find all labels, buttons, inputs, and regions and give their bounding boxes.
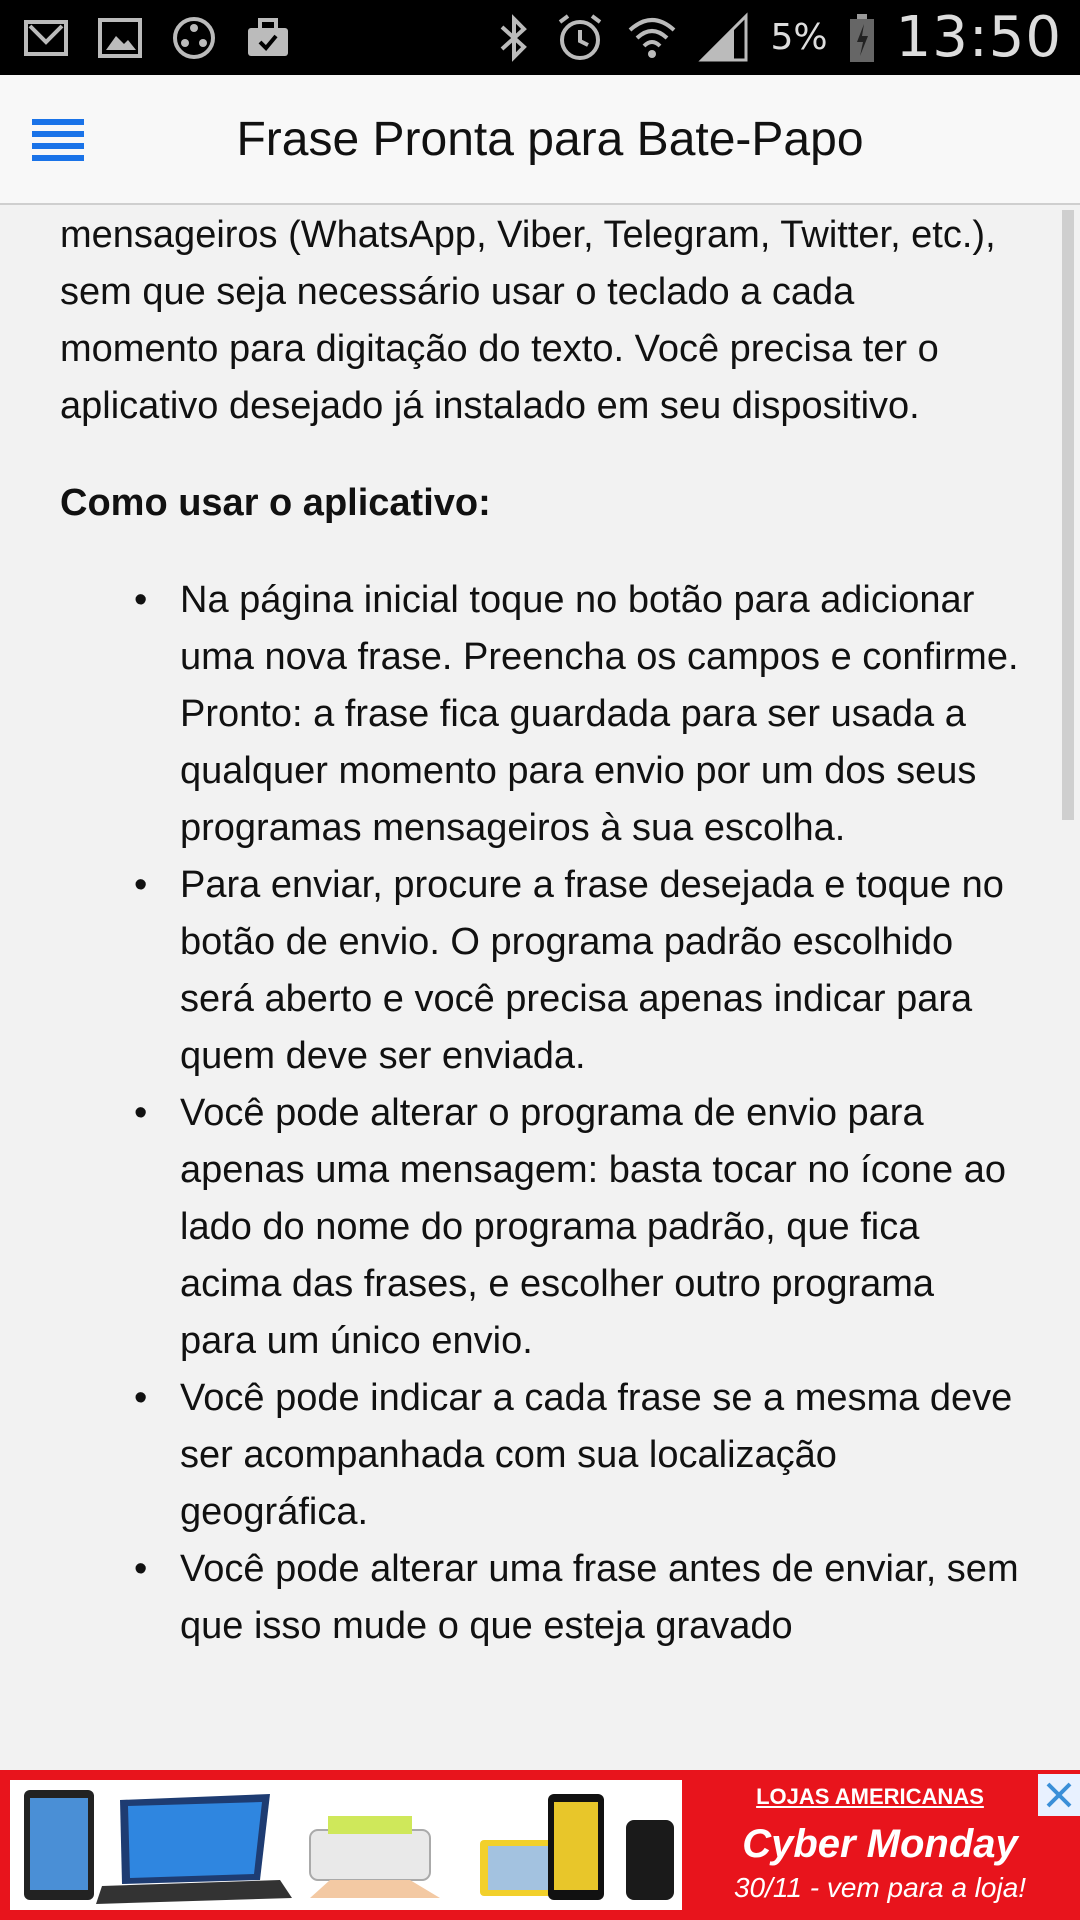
bluetooth-icon xyxy=(494,13,534,63)
instructions-list xyxy=(60,572,1020,1655)
list-item: • Para enviar, procure a frase desejada e toque no botão de envio. O programa padrão escolhido será aberto e você precisa apenas indicar para quem deve ser enviada. xyxy=(180,857,1020,1085)
help-content[interactable] xyxy=(0,207,1080,1770)
ad-products-illustration xyxy=(10,1780,682,1910)
wifi-icon xyxy=(626,12,678,64)
ad-product-image xyxy=(10,1780,682,1910)
gallery-icon xyxy=(96,14,144,62)
page-title: Frase Pronta para Bate-Papo xyxy=(236,113,864,166)
list-item: • Você pode alterar uma frase antes de enviar, sem que isso mude o que esteja gravado xyxy=(180,1541,1020,1655)
list-item: • Você pode alterar o programa de envio para apenas uma mensagem: basta tocar no ícone ao lado do nome do programa padrão, que fica acima das frases, e escolher outro programa para um único envio. xyxy=(180,1085,1020,1370)
help-text xyxy=(60,207,1020,1655)
ad-headline: Cyber Monday xyxy=(742,1822,1018,1866)
ad-banner[interactable] xyxy=(0,1770,1080,1920)
scrollbar[interactable] xyxy=(1062,210,1074,820)
battery-icon xyxy=(848,12,876,64)
list-item: • Na página inicial toque no botão para adicionar uma nova frase. Preencha os campos e confirme. Pronto: a frase fica guardada para ser usada a qualquer momento para envio por um dos seus programas mensageiros à sua escolha. xyxy=(180,572,1020,857)
gmail-icon xyxy=(22,14,70,62)
signal-icon xyxy=(698,12,750,64)
briefcase-icon xyxy=(244,14,292,62)
hamburger-menu-icon[interactable] xyxy=(20,105,90,175)
ad-brand: LOJAS AMERICANAS xyxy=(756,1784,984,1809)
list-item: • Você pode indicar a cada frase se a mesma deve ser acompanhada com sua localização geográfica. xyxy=(180,1370,1020,1541)
system-status xyxy=(494,0,1062,75)
section-heading: Como usar o aplicativo: xyxy=(60,482,491,524)
clock: 13:50 xyxy=(895,5,1062,70)
app-bar xyxy=(0,75,1080,205)
close-icon[interactable] xyxy=(1038,1774,1080,1816)
notification-icons xyxy=(22,14,292,62)
battery-percent: 5% xyxy=(770,17,828,58)
alarm-icon xyxy=(554,12,606,64)
intro-paragraph: mensageiros (WhatsApp, Viber, Telegram, Twitter, etc.), sem que seja necessário usar o teclado a cada momento para digitação do texto. Você precisa ter o aplicativo desejado já instalado em seu dispositivo. xyxy=(60,214,996,427)
status-bar xyxy=(0,0,1080,75)
game-icon xyxy=(170,14,218,62)
ad-subline: 30/11 - vem para a loja! xyxy=(733,1872,1027,1903)
